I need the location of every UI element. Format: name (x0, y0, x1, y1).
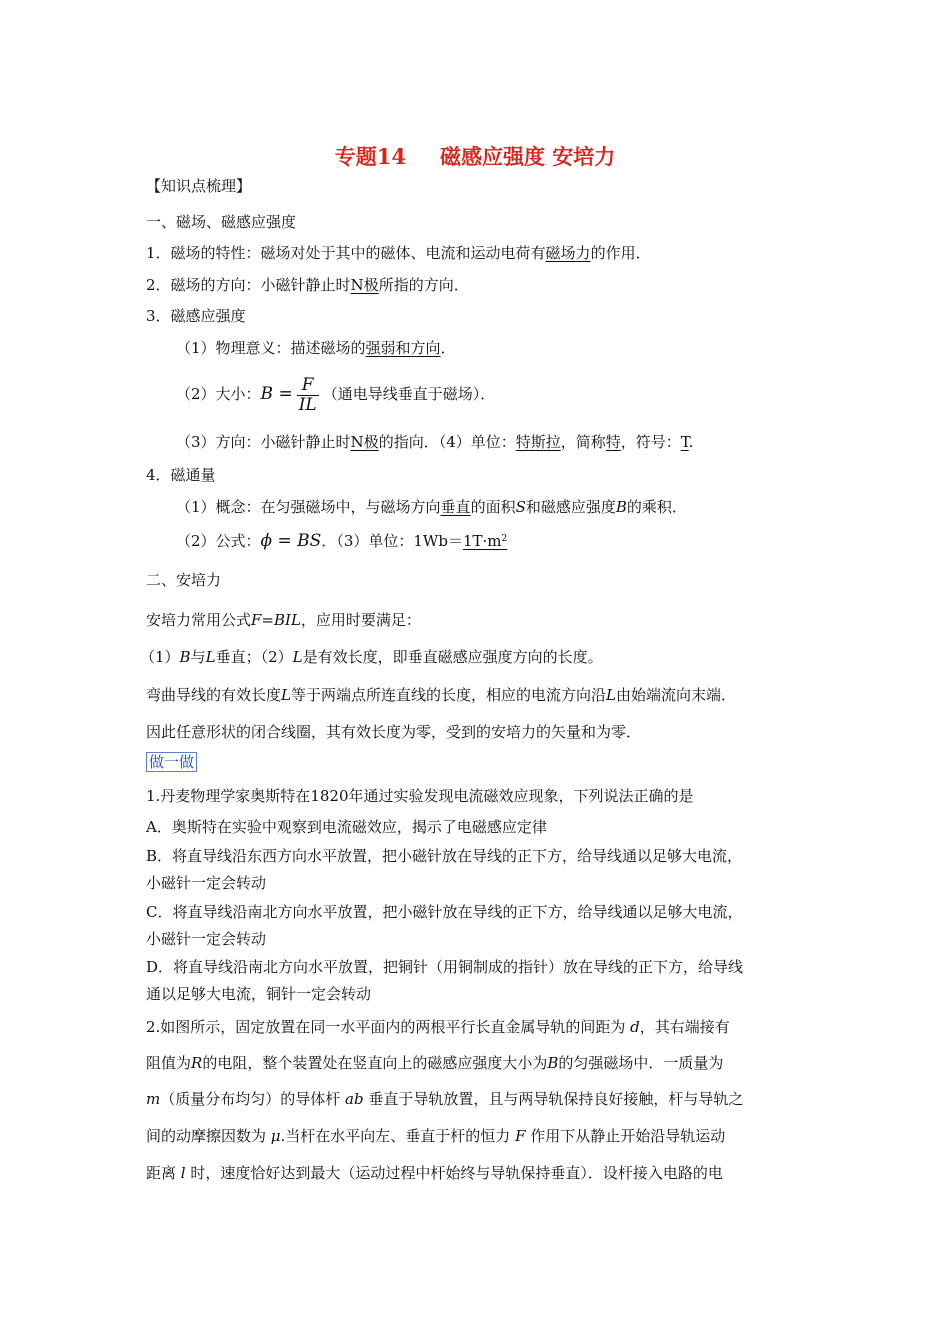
text: ，其右端接有 (639, 1018, 730, 1036)
formula-fraction (297, 376, 319, 415)
text: （1） (140, 648, 180, 666)
q1-option-b-line1: B．将直导线沿东西方向水平放置，把小磁针放在导线的正下方，给导线通以足够大电流， (146, 847, 743, 865)
s1-p4a (176, 497, 687, 517)
s1-p3c (176, 432, 693, 452)
underlined-term: 特 (605, 433, 621, 451)
title-main: 磁感应强度 安培力 (439, 144, 616, 169)
s2-p2 (140, 647, 603, 667)
page-title (0, 144, 950, 170)
text: .当杆在水平向左、垂直于杆的恒力 (280, 1127, 516, 1145)
underlined-term: N极 (350, 276, 379, 294)
q2-line2 (146, 1053, 723, 1073)
q1-option-d-line1: D．将直导线沿南北方向水平放置，把铜针（用铜制成的指针）放在导线的正下方，给导线 (146, 958, 744, 976)
section2-title: 二、安培力 (146, 571, 222, 589)
text: 的面积 (470, 498, 516, 516)
unit-underlined (463, 532, 507, 550)
ampere-formula: F=BIL (251, 611, 301, 629)
text: （1）概念：在匀强磁场中，与磁场方向 (176, 498, 441, 516)
s1-p3a (176, 338, 456, 358)
s1-p4b (176, 531, 507, 551)
practice-label (146, 752, 197, 772)
text: 垂直；（2） (215, 648, 293, 666)
text: 弯曲导线的有效长度 (146, 686, 282, 704)
var-b: B (179, 648, 191, 666)
text: ．（3）单位：1Wb＝ (321, 532, 463, 550)
text: 所指的方向． (378, 276, 469, 294)
text: ，符号： (620, 433, 681, 451)
text: 间的动摩擦因数为 (146, 1127, 271, 1145)
q2-line3 (146, 1089, 743, 1109)
var-l: L (205, 648, 216, 666)
text: 的匀强磁场中．一质量为 (558, 1054, 724, 1072)
q1-option-a: A．奥斯特在实验中观察到电流磁效应，揭示了电磁感应定律 (146, 818, 547, 836)
text: 由始端流向末端． (615, 686, 736, 704)
var-f: F (515, 1127, 526, 1145)
text: 1．磁场的特性：磁场对处于其中的磁体、电流和运动电荷有 (146, 244, 546, 262)
text: （质量分布均匀）的导体杆 (160, 1090, 346, 1108)
underlined-term: 特斯拉 (515, 433, 561, 451)
underlined-term: 磁场力 (545, 244, 591, 262)
var-m: m (146, 1090, 161, 1108)
var-s: S (515, 498, 526, 516)
text: 作用下从静止开始沿导轨运动 (525, 1127, 726, 1145)
q2-line1 (146, 1017, 730, 1037)
text: ，简称 (560, 433, 606, 451)
text: 和磁感应强度 (525, 498, 616, 516)
var-ab: ab (345, 1090, 364, 1108)
text: 的电阻，整个装置处在竖直向上的磁感应强度大小为 (202, 1054, 548, 1072)
text: 是有效长度，即垂直磁感应强度方向的长度。 (302, 648, 603, 666)
text: 的作用． (590, 244, 651, 262)
flux-formula: ϕ = BS (260, 531, 322, 551)
text: ． (440, 339, 456, 357)
s1-p4: 4．磁通量 (146, 466, 216, 484)
underlined-term: 强弱和方向 (365, 339, 441, 357)
text: 距离 (146, 1164, 181, 1182)
practice-label-box: 做一做 (146, 752, 197, 772)
text: （2）大小： (176, 385, 261, 403)
text: ，应用时要满足： (300, 611, 421, 629)
underlined-term: T (680, 433, 689, 451)
text: （2）公式： (176, 532, 261, 550)
section1-title: 一、磁场、磁感应强度 (146, 213, 297, 231)
text: （3）方向：小磁针静止时 (176, 433, 351, 451)
var-b: B (615, 498, 627, 516)
unit-text: 1T·m (462, 532, 502, 550)
text: 安培力常用公式 (146, 611, 252, 629)
title-prefix: 专题14 (334, 144, 406, 169)
q1-stem: 1.丹麦物理学家奥斯特在1820年通过实验发现电流磁效应现象，下列说法正确的是 (146, 787, 694, 805)
s2-p3 (146, 685, 736, 705)
fraction-denominator: IL (298, 394, 317, 415)
s2-p4: 因此任意形状的闭合线圈，其有效长度为零，受到的安培力的矢量和为零． (146, 723, 642, 741)
q1-option-b-line2: 小磁针一定会转动 (146, 874, 267, 892)
fraction-numerator: F (297, 376, 319, 396)
var-mu: μ (270, 1127, 281, 1145)
underlined-term: N极 (350, 433, 379, 451)
text: （通电导线垂直于磁场）． (322, 385, 496, 403)
formula-lhs: B = (260, 384, 293, 404)
s1-p3: 3．磁感应强度 (146, 307, 246, 325)
s2-p1 (146, 610, 421, 630)
s1-p2 (146, 275, 469, 295)
var-l: l (180, 1164, 186, 1182)
text: 的指向．（4）单位： (378, 433, 516, 451)
knowledge-heading: 【知识点梳理】 (146, 177, 252, 195)
text: 阻值为 (146, 1054, 192, 1072)
var-r: R (191, 1054, 203, 1072)
var-l: L (606, 686, 616, 704)
s1-p3b (176, 374, 495, 415)
s1-p1 (146, 243, 651, 263)
q1-option-d-line2: 通以足够大电流，铜针一定会转动 (146, 985, 372, 1003)
var-d: d (630, 1018, 640, 1036)
text: . (688, 433, 694, 451)
var-l: L (292, 648, 303, 666)
underlined-term: 垂直 (440, 498, 471, 516)
q2-line5 (146, 1163, 723, 1183)
unit-superscript: 2 (501, 534, 508, 544)
q1-option-c-line2: 小磁针一定会转动 (146, 930, 267, 948)
var-b: B (547, 1054, 559, 1072)
q2-line4 (146, 1126, 725, 1146)
text: 等于两端点所连直线的长度，相应的电流方向沿 (290, 686, 606, 704)
text: 2.如图所示，固定放置在同一水平面内的两根平行长直金属导轨的间距为 (146, 1018, 631, 1036)
text: 2．磁场的方向：小磁针静止时 (146, 276, 351, 294)
text: 垂直于导轨放置，且与两导轨保持良好接触，杆与导轨之 (363, 1090, 744, 1108)
text: （1）物理意义：描述磁场的 (176, 339, 366, 357)
q1-option-c-line1: C．将直导线沿南北方向水平放置，把小磁针放在导线的正下方，给导线通以足够大电流， (146, 903, 743, 921)
var-l: L (281, 686, 291, 704)
text: 时，速度恰好达到最大（运动过程中杆始终与导轨保持垂直）．设杆接入电路的电 (185, 1164, 723, 1182)
text: 的乘积． (626, 498, 687, 516)
text: 与 (190, 648, 206, 666)
